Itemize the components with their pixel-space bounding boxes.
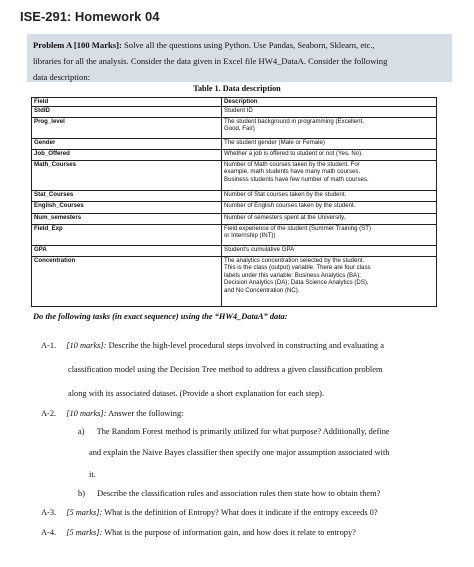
- question-a1: [41, 341, 384, 350]
- field-name-cell: Concentration: [32, 256, 222, 306]
- table-row: [32, 138, 437, 149]
- table-row: [32, 191, 437, 202]
- description-line: Number of Math courses taken by the student. For: [224, 160, 360, 168]
- table-row: [32, 245, 437, 256]
- question-label: A-1.: [41, 341, 57, 350]
- question-text: What is the purpose of information gain, and how does it relate to entropy?: [104, 528, 356, 537]
- table-row: [32, 224, 437, 245]
- question-marks: [10 marks]:: [66, 341, 107, 350]
- part-label: b): [78, 489, 85, 498]
- column-header-field: Field: [32, 98, 222, 107]
- description-cell: [222, 224, 437, 245]
- description-line: This is the class (output) variable. There are four class: [224, 264, 371, 272]
- description-line: Decision Analytics (DA); Data Science Analytics (DS),: [224, 279, 369, 287]
- field-name-cell: Math_Courses: [32, 160, 222, 191]
- question-a1-line-3: along with its associated dataset. (Provide a short explanation for each step).: [68, 389, 325, 398]
- question-a3: [41, 508, 378, 517]
- question-text: Describe the high-level procedural steps involved in constructing and evaluating a: [108, 341, 384, 350]
- question-label: A-4.: [41, 528, 57, 537]
- question-a2: [41, 409, 183, 418]
- question-text: What is the definition of Entropy? What does it indicate if the entropy exceeds 0?: [104, 508, 378, 517]
- table-row: [32, 202, 437, 213]
- description-cell: [222, 149, 437, 160]
- question-marks: [5 marks]:: [66, 508, 103, 517]
- field-name-cell: Job_Offered: [32, 149, 222, 160]
- problem-line-2: libraries for all the analysis. Consider the data given in Excel file HW4_DataA. Consider the following: [33, 56, 388, 66]
- field-name-cell: GPA: [32, 245, 222, 256]
- description-line: Business students have few number of math courses.: [224, 175, 369, 183]
- description-line: Number of semesters spent at the University.: [224, 213, 346, 221]
- description-line: The analytics concentration selected by the student.: [224, 256, 365, 264]
- field-name-cell: Stat_Courses: [32, 191, 222, 202]
- problem-line-3: data description:: [33, 72, 91, 82]
- question-a4: [41, 528, 356, 537]
- description-cell: [222, 191, 437, 202]
- description-line: Number of English courses taken by the student.: [224, 202, 356, 210]
- table-row: [32, 160, 437, 191]
- field-name-cell: Prog_level: [32, 117, 222, 138]
- field-name-cell: Num_semesters: [32, 213, 222, 224]
- description-line: Whether a job is offered to student or not (Yes, No).: [224, 149, 363, 157]
- description-line: Good, Fair): [224, 125, 255, 133]
- table-row: [32, 149, 437, 160]
- part-text: The Random Forest method is primarily utilized for what purpose? Additionally, define: [96, 427, 390, 436]
- question-a2-part-a-line-2: and explain the Naive Bayes classifier then specify one major assumption associated with: [89, 448, 390, 457]
- question-a1-line-2: classification model using the Decision Tree method to address a given classification problem: [68, 365, 383, 374]
- table-row: [32, 256, 437, 306]
- description-cell: [222, 117, 437, 138]
- instructions: Do the following tasks (in exact sequence) using the “HW4_DataA” data:: [33, 312, 288, 321]
- question-label: A-2.: [41, 409, 57, 418]
- table-row: [32, 117, 437, 138]
- description-line: Number of Stat courses taken by the student.: [224, 191, 347, 199]
- description-line: Student ID: [224, 106, 253, 114]
- page-title: ISE-291: Homework 04: [20, 9, 160, 24]
- question-text: Answer the following:: [108, 409, 184, 418]
- description-line: The student gender (Male or Female): [224, 138, 325, 146]
- table-row: [32, 106, 437, 117]
- question-marks: [10 marks]:: [66, 409, 107, 418]
- question-a2-part-a: [78, 427, 390, 436]
- description-cell: [222, 245, 437, 256]
- question-a2-part-a-line-3: it.: [89, 470, 96, 479]
- description-line: and No Concentration (NC).: [224, 286, 300, 294]
- question-a2-part-b: [78, 489, 380, 498]
- description-cell: [222, 106, 437, 117]
- field-name-cell: Gender: [32, 138, 222, 149]
- problem-line-1: Solve all the questions using Python. Use Pandas, Seaborn, Sklearn, etc.,: [124, 40, 375, 50]
- problem-label: Problem A [100 Marks]:: [33, 40, 122, 50]
- description-line: Field experience of the student (Summer Training (ST): [224, 224, 371, 232]
- description-line: labels under this variable: Business Analytics (BA);: [224, 271, 361, 279]
- question-label: A-3.: [41, 508, 57, 517]
- part-text: Describe the classification rules and association rules then state how to obtain them?: [97, 489, 381, 498]
- description-cell: [222, 160, 437, 191]
- question-marks: [5 marks]:: [66, 528, 103, 537]
- description-line: Student's cumulative GPA: [224, 245, 295, 253]
- description-cell: [222, 138, 437, 149]
- field-name-cell: Field_Exp: [32, 224, 222, 245]
- table-row: [32, 213, 437, 224]
- description-cell: [222, 213, 437, 224]
- description-cell: [222, 202, 437, 213]
- table-caption: Table 1. Data description: [193, 84, 281, 93]
- table-header-row: [32, 98, 437, 107]
- part-label: a): [78, 427, 85, 436]
- problem-statement: [33, 37, 445, 85]
- field-name-cell: English_Courses: [32, 202, 222, 213]
- description-line: The student background in programming (Excellent,: [224, 117, 364, 125]
- description-line: example, math students have many math courses.: [224, 168, 361, 176]
- description-cell: [222, 256, 437, 306]
- data-description-table: [31, 97, 437, 307]
- description-line: or Internship (INT)): [224, 232, 276, 240]
- field-name-cell: StdID: [32, 106, 222, 117]
- column-header-description: Description: [222, 98, 437, 107]
